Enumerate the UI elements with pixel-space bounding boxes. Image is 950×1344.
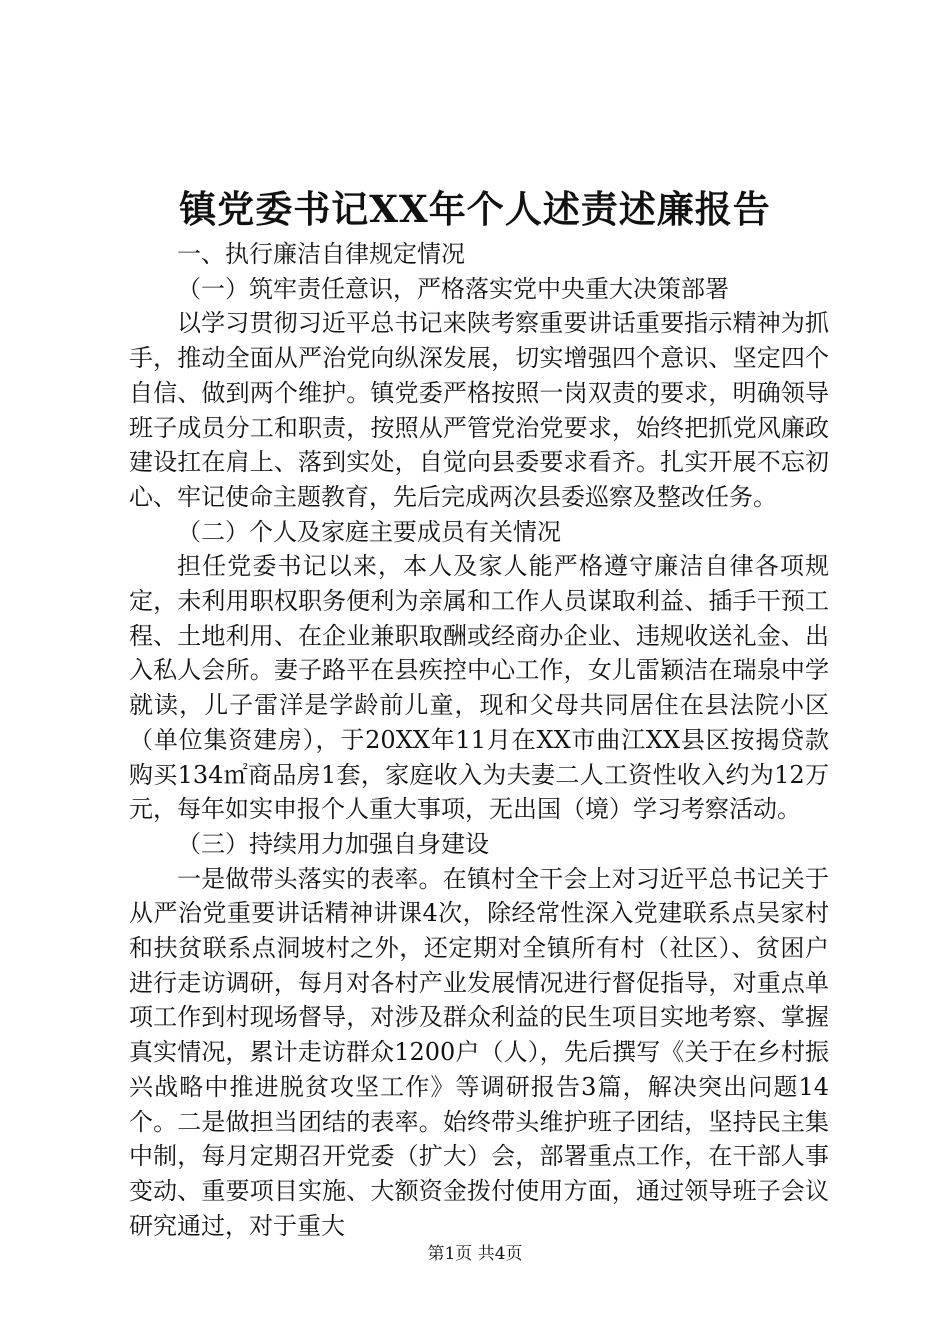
- page-footer: 第1页 共4页: [427, 1244, 523, 1264]
- paragraph-2: 担任党委书记以来，本人及家人能严格遵守廉洁自律各项规定，未利用职权职务便利为亲属和工作人员谋取利益、插手干预工程、土地利用、在企业兼职取酬或经商办企业、违规收送礼金、出入私人会所。妻子路平在县疾控中心工作，女儿雷颖洁在瑞泉中学就读，儿子雷洋是学龄前儿童，现和父母共同居住在县法院小区（单位集资建房），于20XX年11月在XX市曲江XX县区按揭贷款购买134㎡商品房1套，家庭收入为夫妻二人工资性收入约为12万元，每年如实申报个人重大事项，无出国（境）学习考察活动。: [129, 552, 829, 824]
- paragraph-1: 以学习贯彻习近平总书记来陕考察重要讲话重要指示精神为抓手，推动全面从严治党向纵深发展，切实增强四个意识、坚定四个自信、做到两个维护。镇党委严格按照一岗双责的要求，明确领导班子成员分工和职责，按照从严管党治党要求，始终把抓党风廉政建设扛在肩上、落到实处，自觉向县委要求看齐。扎实开展不忘初心、牢记使命主题教育，先后完成两次县委巡察及整改任务。: [129, 309, 829, 511]
- section-heading-1: 一、执行廉洁自律规定情况: [177, 240, 465, 268]
- document-body: [129, 237, 829, 1243]
- subsection-heading-2: （二）个人及家庭主要成员有关情况: [177, 517, 561, 546]
- subsection-heading-3: （三）持续用力加强自身建设: [177, 829, 489, 858]
- paragraph-3: 一是做带头落实的表率。在镇村全干会上对习近平总书记关于从严治党重要讲话精神讲课4次，除经常性深入党建联系点吴家村和扶贫联系点洞坡村之外，还定期对全镇所有村（社区）、贫困户进行走访调研，每月对各村产业发展情况进行督促指导，对重点单项工作到村现场督导，对涉及群众利益的民生项目实地考察、掌握真实情况，累计走访群众1200户（人），先后撰写《关于在乡村振兴战略中推进脱贫攻坚工作》等调研报告3篇，解决突出问题14个。二是做担当团结的表率。始终带头维护班子团结，坚持民主集中制，每月定期召开党委（扩大）会，部署重点工作，在干部人事变动、重要项目实施、大额资金拨付使用方面，通过领导班子会议研究通过，对于重大: [129, 864, 829, 1240]
- document-title: 镇党委书记XX年个人述责述廉报告: [179, 187, 771, 231]
- subsection-heading-1: （一）筑牢责任意识，严格落实党中央重大决策部署: [177, 274, 729, 303]
